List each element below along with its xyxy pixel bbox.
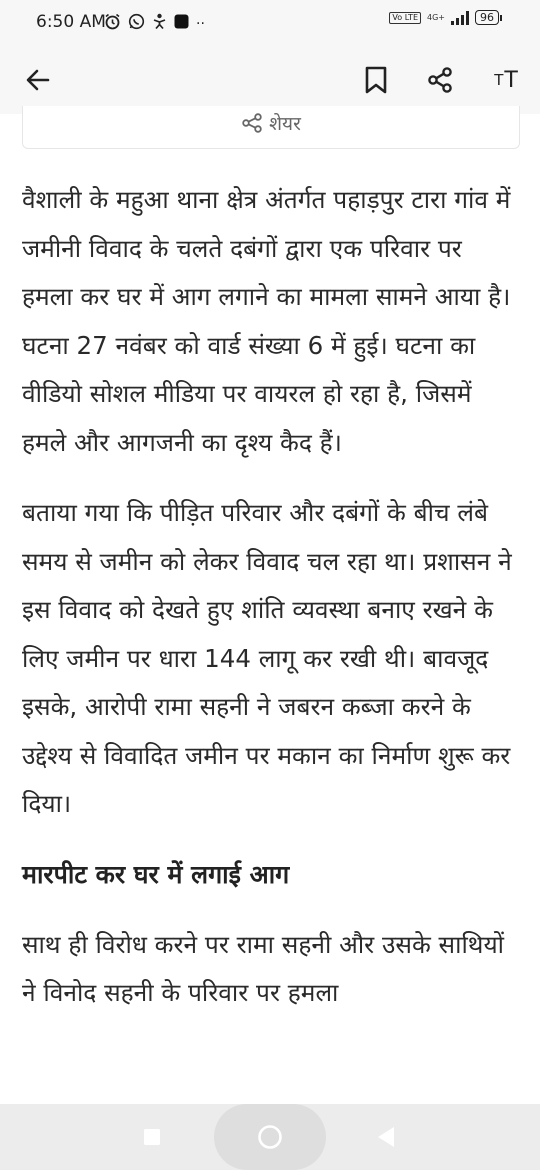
triangle-back-icon (376, 1126, 396, 1148)
font-size-small-label: T (494, 71, 504, 89)
signal-strength-icon (451, 11, 469, 25)
whatsapp-icon (128, 13, 145, 34)
status-time: 6:50 AM (36, 12, 106, 32)
article-paragraph: साथ ही विरोध करने पर रामा सहनी और उसके साथियों ने विनोद सहनी के परिवार पर हमला (22, 929, 505, 1007)
share-button[interactable] (422, 62, 458, 98)
bookmark-icon (363, 65, 389, 95)
battery-level: 96 (475, 10, 499, 25)
home-button[interactable] (214, 1104, 326, 1170)
battery-icon (475, 10, 502, 25)
system-icons (389, 10, 502, 25)
bookmark-button[interactable] (358, 62, 394, 98)
navigation-bar (0, 1104, 540, 1170)
article-body (22, 176, 514, 1018)
app-notification-icon (174, 14, 189, 33)
more-notifications-icon: ·· (196, 15, 205, 32)
font-size-big-label: T (504, 67, 518, 93)
article-paragraph: बताया गया कि पीड़ित परिवार और दबंगों के बीच लंबे समय से जमीन को लेकर विवाद चल रहा था। प्रशासन ने इस विवाद को देखते हुए शांति व्यवस्था बनाए रखने के लिए जमीन पर धारा 144 लागू कर रखी थी। बावजूद इसके, आरोपी रामा सहनी ने जबरन कब्जा करने के उद्देश्य से विवादित जमीन पर मकान का निर्माण शुरू कर दिया। (22, 498, 512, 818)
article-toolbar (0, 46, 540, 114)
font-size-button[interactable] (488, 62, 524, 98)
share-card[interactable] (22, 106, 520, 149)
alarm-icon (104, 13, 121, 34)
recent-apps-button[interactable] (130, 1104, 174, 1170)
share-icon (426, 66, 454, 94)
accessibility-icon (152, 13, 167, 34)
article-subheading: मारपीट कर घर में लगाई आग (22, 859, 290, 889)
back-button[interactable] (20, 62, 56, 98)
status-bar (0, 0, 540, 46)
square-icon (143, 1128, 161, 1146)
share-label: शेयर (269, 113, 301, 135)
circle-icon (257, 1124, 283, 1150)
system-back-button[interactable] (364, 1104, 408, 1170)
network-type-label: 4G+ (427, 12, 445, 22)
arrow-left-icon (24, 66, 52, 94)
article-paragraph: वैशाली के महुआ थाना क्षेत्र अंतर्गत पहाड़पुर टारा गांव में जमीनी विवाद के चलते दबंगों द्वारा एक परिवार पर हमला कर घर में आग लगाने का मामला सामने आया है। घटना 27 नवंबर को वार्ड संख्या 6 में हुई। घटना का वीडियो सोशल मीडिया पर वायरल हो रहा है, जिसमें हमले और आगजनी का दृश्य कैद हैं। (22, 185, 511, 457)
notification-icons (104, 13, 205, 34)
share-icon (241, 113, 263, 133)
volte-icon: Vo LTE (389, 12, 421, 24)
